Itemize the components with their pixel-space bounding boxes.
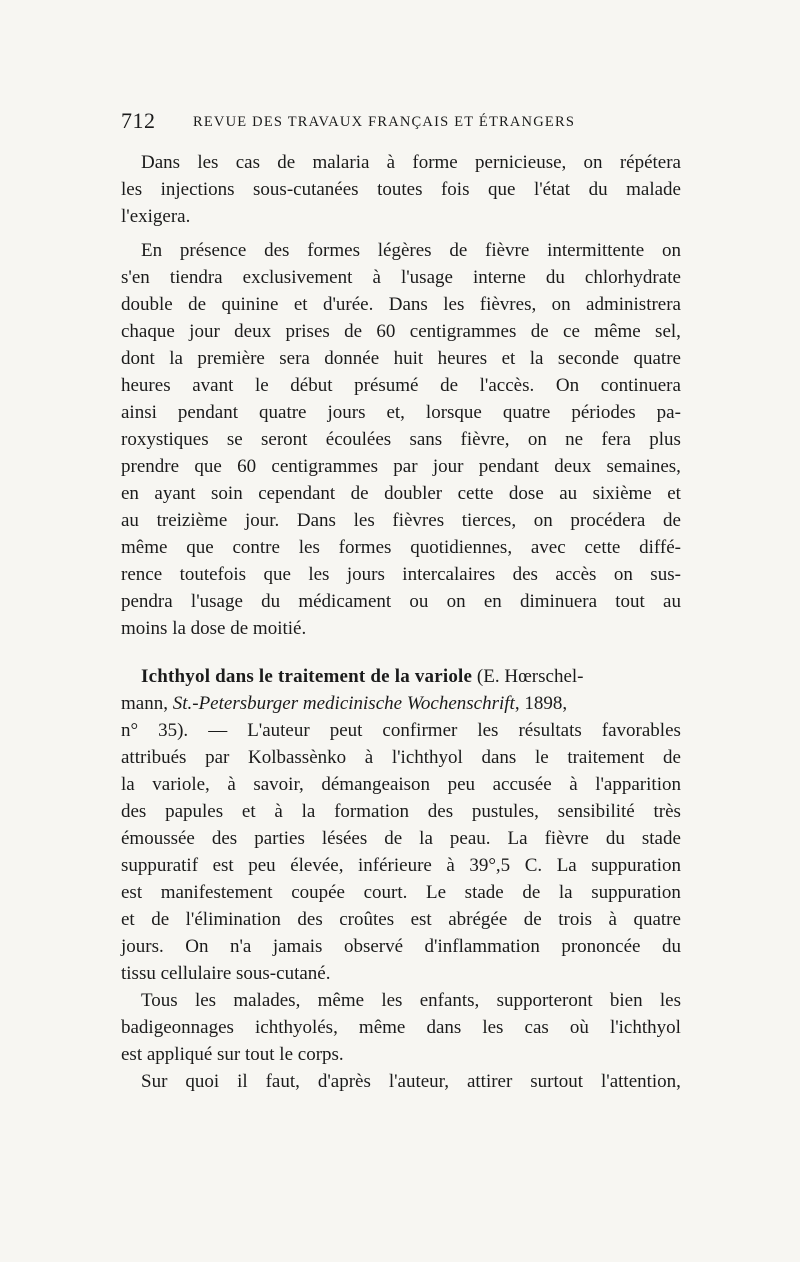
text-line: l'exigera.	[121, 206, 191, 227]
text-line: prendre que 60 centigrammes par jour pendant deux semaines,	[121, 456, 681, 477]
text-line: heures avant le début présumé de l'accès. On continuera	[121, 375, 681, 396]
text-line: des papules et à la formation des pustules, sensibilité très	[121, 801, 681, 822]
text-line: tissu cellulaire sous-cutané.	[121, 963, 331, 984]
page-header	[121, 108, 681, 144]
text-line: Tous les malades, même les enfants, supporteront bien les	[141, 990, 681, 1011]
citation-pre: mann,	[121, 693, 173, 714]
text-line: badigeonnages ichthyolés, même dans les cas où l'ichthyol	[121, 1017, 681, 1038]
text-line: et de l'élimination des croûtes est abrégée de trois à quatre	[121, 909, 681, 930]
text-line: en ayant soin cependant de doubler cette dose au sixième et	[121, 483, 681, 504]
citation-line	[121, 691, 681, 717]
text-line: roxystiques se seront écoulées sans fièvre, on ne fera plus	[121, 429, 681, 450]
text-line: chaque jour deux prises de 60 centigrammes de ce même sel,	[121, 321, 681, 342]
text-line: la variole, à savoir, démangeaison peu accusée à l'apparition	[121, 774, 681, 795]
section-heading: Ichthyol dans le traitement de la variole	[141, 666, 473, 687]
section-heading-line	[121, 664, 681, 690]
text-line: même que contre les formes quotidiennes, avec cette diffé-	[121, 537, 681, 558]
citation-post: , 1898,	[514, 693, 568, 714]
text-line: moins la dose de moitié.	[121, 618, 307, 639]
text-line: suppuratif est peu élevée, inférieure à 39°,5 C. La suppuration	[121, 855, 681, 876]
text-line: ainsi pendant quatre jours et, lorsque quatre périodes pa-	[121, 402, 681, 423]
text-line: jours. On n'a jamais observé d'inflammation prononcée du	[121, 936, 681, 957]
text-line: s'en tiendra exclusivement à l'usage interne du chlorhydrate	[121, 267, 681, 288]
text-line: Dans les cas de malaria à forme pernicieuse, on répétera	[141, 152, 681, 173]
page-number: 712	[121, 108, 156, 133]
section-heading-author: (E. Hœrschel-	[472, 666, 584, 687]
text-line: pendra l'usage du médicament ou on en diminuera tout au	[121, 591, 681, 612]
running-title: REVUE DES TRAVAUX FRANÇAIS ET ÉTRANGERS	[193, 114, 576, 130]
text-line: est appliqué sur tout le corps.	[121, 1044, 344, 1065]
text-line: émoussée des parties lésées de la peau. La fièvre du stade	[121, 828, 681, 849]
text-line: dont la première sera donnée huit heures et la seconde quatre	[121, 348, 681, 369]
text-line: double de quinine et d'urée. Dans les fièvres, on administrera	[121, 294, 681, 315]
text-line: n° 35). — L'auteur peut confirmer les résultats favorables	[121, 720, 681, 741]
text-line: les injections sous-cutanées toutes fois que l'état du malade	[121, 179, 681, 200]
journal-title: St.-Petersburger medicinische Wochenschrift	[172, 693, 515, 714]
text-line: Sur quoi il faut, d'après l'auteur, attirer surtout l'attention,	[141, 1071, 681, 1092]
text-line: au treizième jour. Dans les fièvres tierces, on procédera de	[121, 510, 681, 531]
text-line: attribués par Kolbassènko à l'ichthyol dans le traitement de	[121, 747, 681, 768]
text-line: rence toutefois que les jours intercalaires des accès on sus-	[121, 564, 681, 585]
text-line: En présence des formes légères de fièvre intermittente on	[141, 240, 681, 261]
text-line: est manifestement coupée court. Le stade de la suppuration	[121, 882, 681, 903]
